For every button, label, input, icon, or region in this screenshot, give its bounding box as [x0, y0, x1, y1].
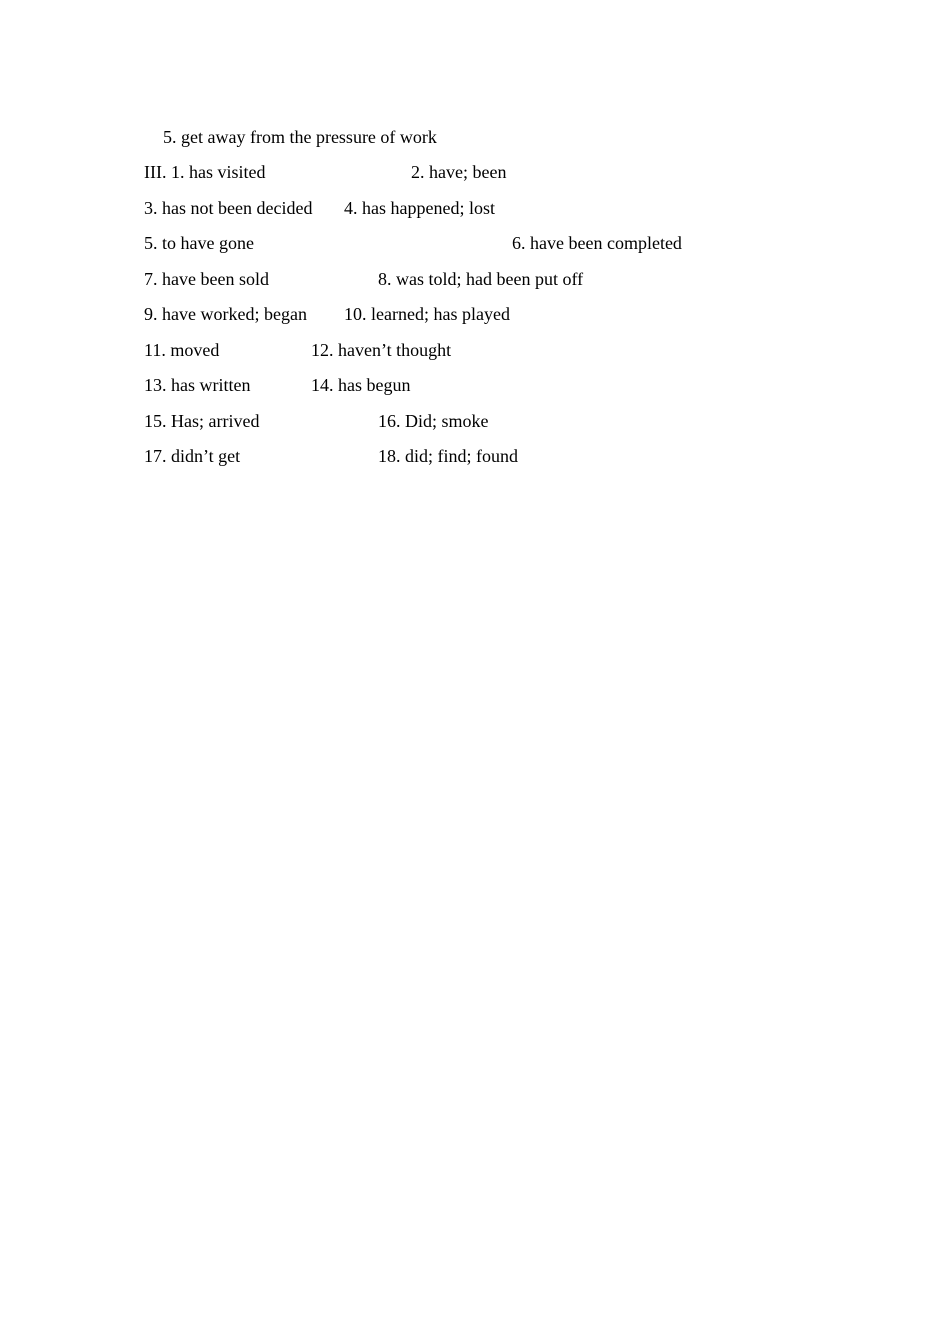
answer-item: 8. was told; had been put off — [378, 269, 584, 289]
answer-item: 16. Did; smoke — [378, 411, 489, 431]
answer-item: 2. have; been — [411, 162, 507, 182]
answer-item: 18. did; find; found — [378, 446, 518, 466]
answer-item: III. 1. has visited — [144, 162, 266, 182]
answer-item: 11. moved — [144, 340, 220, 360]
answer-item: 3. has not been decided — [144, 198, 313, 218]
answer-item: 17. didn’t get — [144, 446, 241, 466]
answer-item: 12. haven’t thought — [311, 340, 452, 360]
answer-item: 10. learned; has played — [344, 304, 510, 324]
answer-item: 5. to have gone — [144, 233, 254, 253]
answer-item: 6. have been completed — [512, 233, 682, 253]
answer-item: 9. have worked; began — [144, 304, 307, 324]
answer-item: 4. has happened; lost — [344, 198, 495, 218]
answer-item: 14. has begun — [311, 375, 411, 395]
answer-item: 13. has written — [144, 375, 251, 395]
answer-item: 15. Has; arrived — [144, 411, 260, 431]
answer-item: 5. get away from the pressure of work — [163, 127, 437, 147]
answer-item: 7. have been sold — [144, 269, 269, 289]
